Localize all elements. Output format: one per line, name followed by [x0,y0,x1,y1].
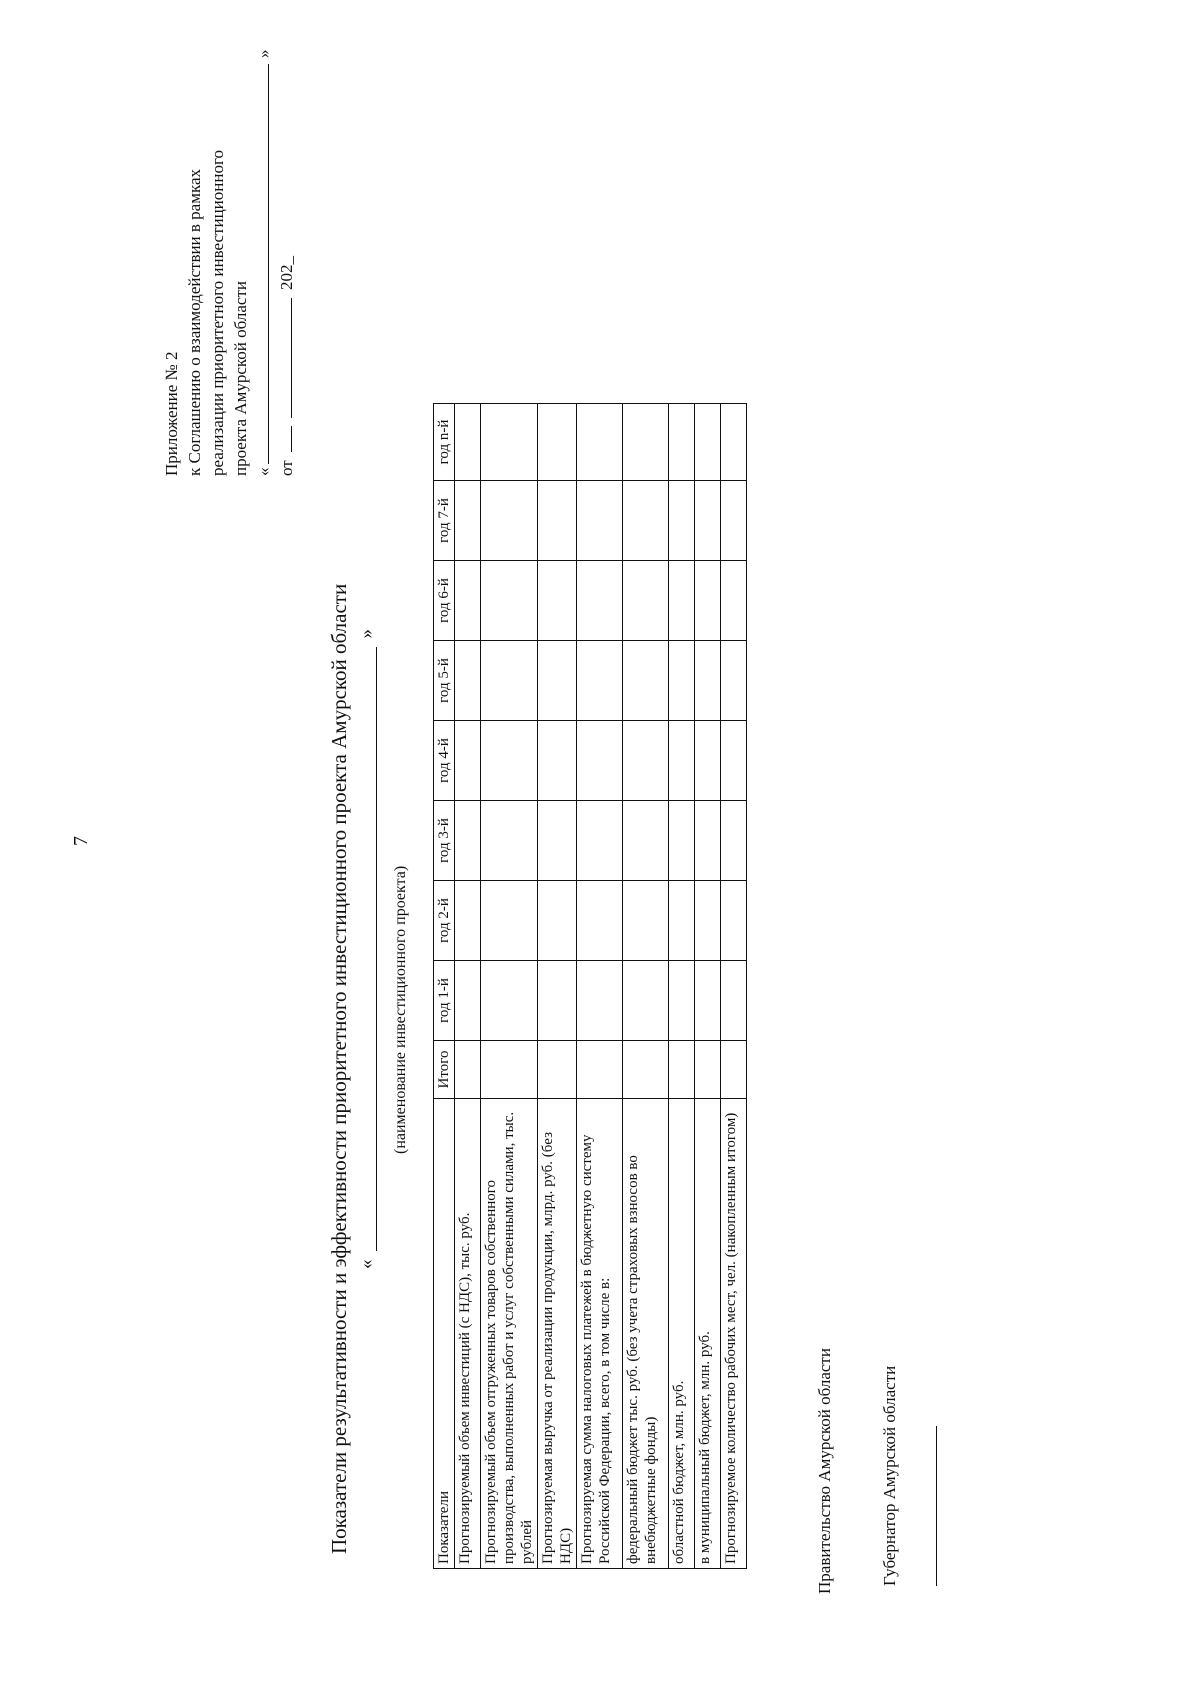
signature-government: Правительство Амурской области [815,1348,834,1594]
indicators-table [433,403,747,1569]
appendix-block [160,36,298,476]
header-year-4: год 4-й [434,721,455,801]
header-year-2: год 2-й [434,881,455,961]
month-underline [291,298,292,418]
table-header-row [434,404,455,1569]
appendix-line-3: проекта Амурской области [231,281,250,476]
quote-close: » [254,49,273,58]
header-year-3: год 3-й [434,801,455,881]
row-label: Прогнозируемый объем инвестиций (с НДС), тыс. руб. [455,1099,481,1569]
header-year-5: год 5-й [434,641,455,721]
project-name-line [356,629,384,1269]
day-underline [291,426,292,452]
agreement-date-line [275,36,298,476]
row-label: областной бюджет, млн. руб. [669,1099,695,1569]
header-indicators: Показатели [434,1099,455,1569]
row-label: Прогнозируемое количество рабочих мест, чел. (накопленным итогом) [721,1099,747,1569]
from-label: от [277,460,296,476]
document-title: Показатели результативности и эффективности приоритетного инвестиционного проекта Амурской области [327,583,351,1554]
project-quote-close: » [356,629,377,639]
table-row [721,404,747,1569]
table-row [455,404,481,1569]
project-quote-open: « [356,1259,377,1269]
page-number: 7 [70,836,92,846]
row-label: Прогнозируемая выручка от реализации продукции, млрд. руб. (без НДС) [538,1099,577,1569]
table-row [481,404,538,1569]
agreement-number-underline [268,64,269,464]
header-year-1: год 1-й [434,961,455,1041]
agreement-number-line [252,36,275,476]
row-label: Прогнозируемый объем отгруженных товаров собственного производства, выполненных работ и услуг собственными силами, тыс. рублей [481,1099,538,1569]
appendix-title: Приложение № 2 [162,351,181,476]
row-label: Прогнозируемая сумма налоговых платежей в бюджетную систему Российской Федерации, всего, в том числе в: [577,1099,623,1569]
quote-open: « [254,467,273,476]
table-row [577,404,623,1569]
header-year-7: год 7-й [434,481,455,561]
row-label: в муниципальный бюджет, млн. руб. [695,1099,721,1569]
year-label: 202_ [277,256,296,290]
signature-line [936,1426,937,1586]
header-year-n: год n-й [434,404,455,481]
table-row [538,404,577,1569]
signature-governor: Губернатор Амурской области [880,1365,899,1586]
table-row [669,404,695,1569]
row-label: федеральный бюджет тыс. руб. (без учета страховых взносов во внебюджетные фонды) [623,1099,669,1569]
appendix-line-1: к Соглашению о взаимодействии в рамках [185,168,204,476]
table-row [695,404,721,1569]
project-name-underline [376,647,377,1251]
project-name-caption: (наименование инвестиционного проекта) [392,865,409,1154]
header-year-6: год 6-й [434,561,455,641]
header-total: Итого [434,1041,455,1099]
appendix-line-2: реализации приоритетного инвестиционного [208,149,227,476]
table-row [623,404,669,1569]
